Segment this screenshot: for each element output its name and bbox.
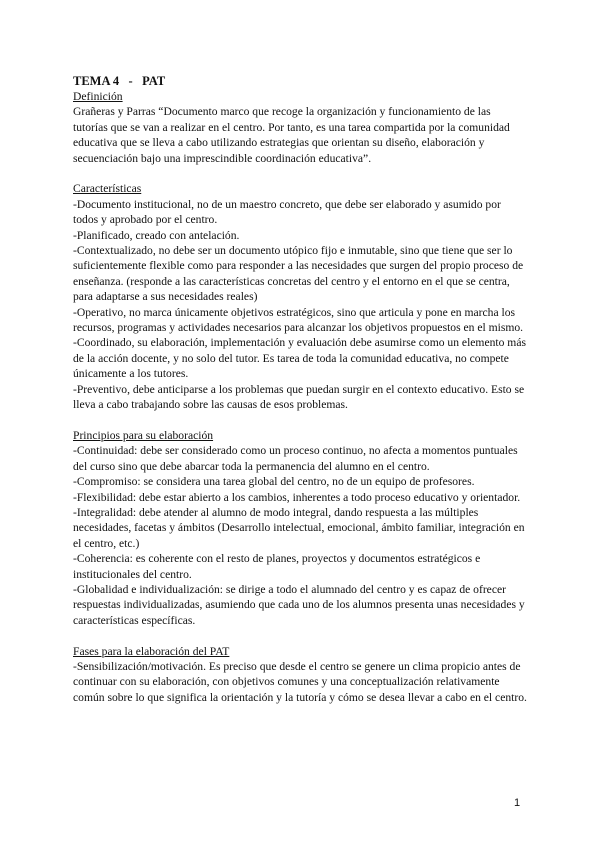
section-heading-fases: Fases para la elaboración del PAT	[73, 644, 230, 658]
list-item: -Integralidad: debe atender al alumno de modo integral, dando respuesta a las múltiples necesidades, facetas y ámbitos (Desarrollo intelectual, emocional, ámbito familiar, integración en el centro, etc.)	[73, 505, 525, 550]
paragraph: Grañeras y Parras “Documento marco que recoge la organización y funcionamiento de las tutorías que se van a realizar en el centro. Por tanto, es una tarea compartida por la comunidad educativa que se lleva a cabo utilizando estrategias que orientan su diseño, elaboración y secuenciación bajo una imprescindible coordinación educativa”.	[73, 105, 510, 165]
list-item: -Documento institucional, no de un maestro concreto, que debe ser elaborado y asumido por todos y aprobado por el centro.	[73, 197, 501, 227]
list-item: -Compromiso: se considera una tarea global del centro, no de un equipo de profesores.	[73, 475, 475, 489]
section-heading-definicion: Definición	[73, 90, 123, 103]
list-item: -Continuidad: debe ser considerado como un proceso continuo, no afecta a momentos puntuales del curso sino que debe abarcar toda la permanencia del alumno en el centro.	[73, 444, 518, 473]
section-heading-principios: Principios para su elaboración	[73, 428, 214, 442]
section-heading-caracteristicas: Características	[73, 182, 142, 196]
list-item: -Planificado, creado con antelación.	[73, 228, 240, 242]
list-item: -Globalidad e individualización: se dirige a todo el alumnado del centro y es capaz de ofrecer respuestas individualizadas, asumiendo que cada uno de los alumnos presenta unas necesidades y características específicas.	[73, 582, 525, 627]
list-item: -Flexibilidad: debe estar abierto a los cambios, inherentes a todo proceso educativo y orientador.	[73, 490, 521, 504]
page-number: 1	[514, 797, 521, 809]
list-item: -Coordinado, su elaboración, implementación y evaluación debe asumirse como un elemento más de la acción docente, y no solo del tutor. Es tarea de toda la comunidad educativa, no compete únicamente a los tutores.	[73, 336, 526, 381]
list-item: -Operativo, no marca únicamente objetivos estratégicos, sino que articula y pone en marcha los recursos, programas y actividades necesarios para alcanzar los objetivos propuestos en el mismo.	[73, 305, 524, 335]
list-item: -Contextualizado, no debe ser un documento utópico fijo e inmutable, sino que tiene que ser lo suficientemente flexible como para responder a las necesidades que surgen del propio proceso de enseñanza. (responde a las características concretas del centro y el entorno en el que se centra, para adaptarse a sus necesidades reales)	[73, 244, 524, 304]
list-item: -Coherencia: es coherente con el resto de planes, proyectos y documentos estratégicos e institucionales del centro.	[73, 552, 481, 581]
document-page	[73, 74, 528, 705]
list-item: -Sensibilización/motivación. Es preciso que desde el centro se genere un clima propicio antes de continuar con su elaboración, con objetivos comunes y una conceptualización relativamente común sobre lo que significa la orientación y la tutoría y cómo se desea llevar a cabo en el centro.	[73, 659, 527, 704]
document-title: TEMA 4 - PAT	[73, 74, 166, 88]
list-item: -Preventivo, debe anticiparse a los problemas que puedan surgir en el contexto educativo. Esto se lleva a cabo trabajando sobre las causas de esos problemas.	[73, 382, 525, 412]
